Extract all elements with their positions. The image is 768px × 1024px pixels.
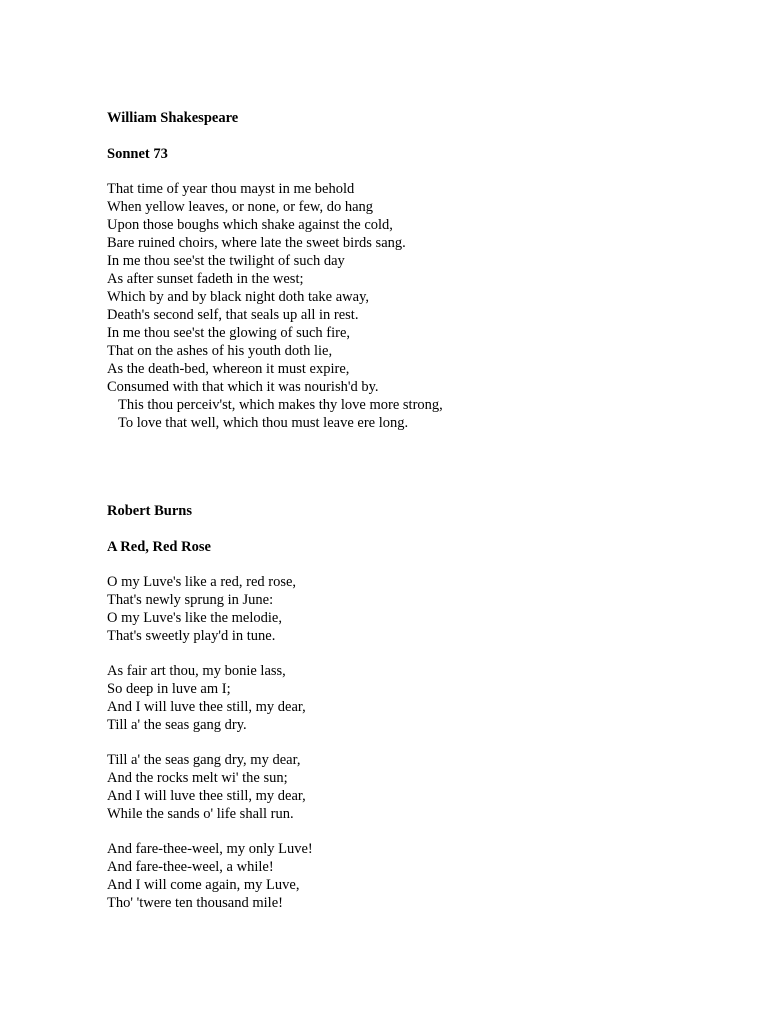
poem-1-author: William Shakespeare [107,110,239,126]
poem-line: That's newly sprung in June: [107,592,274,608]
poem-line: And I will luve thee still, my dear, [107,699,306,715]
poem-line: And fare-thee-weel, a while! [107,859,274,875]
poem-line: As fair art thou, my bonie lass, [107,663,286,679]
poem-line: When yellow leaves, or none, or few, do hang [107,199,374,215]
poem-line: And fare-thee-weel, my only Luve! [107,841,313,857]
poem-line: Tho' 'twere ten thousand mile! [107,895,283,911]
poem-line: Bare ruined choirs, where late the sweet birds sang. [107,235,406,251]
poem-line: As after sunset fadeth in the west; [107,271,304,287]
couplet-line: To love that well, which thou must leave ere long. [118,415,409,431]
poem-line: While the sands o' life shall run. [107,806,294,822]
poem-line: That time of year thou mayst in me behold [107,181,355,197]
poem-line: And I will luve thee still, my dear, [107,788,306,804]
poem-1-title: Sonnet 73 [107,146,168,162]
poem-line: That on the ashes of his youth doth lie, [107,343,333,359]
poem-line: O my Luve's like a red, red rose, [107,574,297,590]
poem-line: Till a' the seas gang dry, my dear, [107,752,301,768]
poem-line: As the death-bed, whereon it must expire, [107,361,350,377]
poem-2-stanza-4 [107,840,313,912]
poem-line: O my Luve's like the melodie, [107,610,282,626]
poem-line: Upon those boughs which shake against the cold, [107,217,393,233]
poem-line: So deep in luve am I; [107,681,231,697]
poem-2-stanza-2 [107,662,306,734]
poem-line: Death's second self, that seals up all in rest. [107,307,359,323]
poem-line: Which by and by black night doth take away, [107,289,369,305]
poem-line: Till a' the seas gang dry. [107,717,247,733]
poem-line: In me thou see'st the twilight of such day [107,253,345,269]
couplet-line: This thou perceiv'st, which makes thy love more strong, [118,397,443,413]
poem-2-author: Robert Burns [107,503,192,519]
poem-line: That's sweetly play'd in tune. [107,628,276,644]
poem-line: In me thou see'st the glowing of such fire, [107,325,351,341]
poem-1-body [107,180,443,432]
poem-line: And the rocks melt wi' the sun; [107,770,288,786]
poem-line: And I will come again, my Luve, [107,877,300,893]
poem-2-stanza-1 [107,573,296,645]
poem-2-title: A Red, Red Rose [107,539,211,555]
poem-line: Consumed with that which it was nourish'd by. [107,379,379,395]
poem-2-stanza-3 [107,751,306,823]
